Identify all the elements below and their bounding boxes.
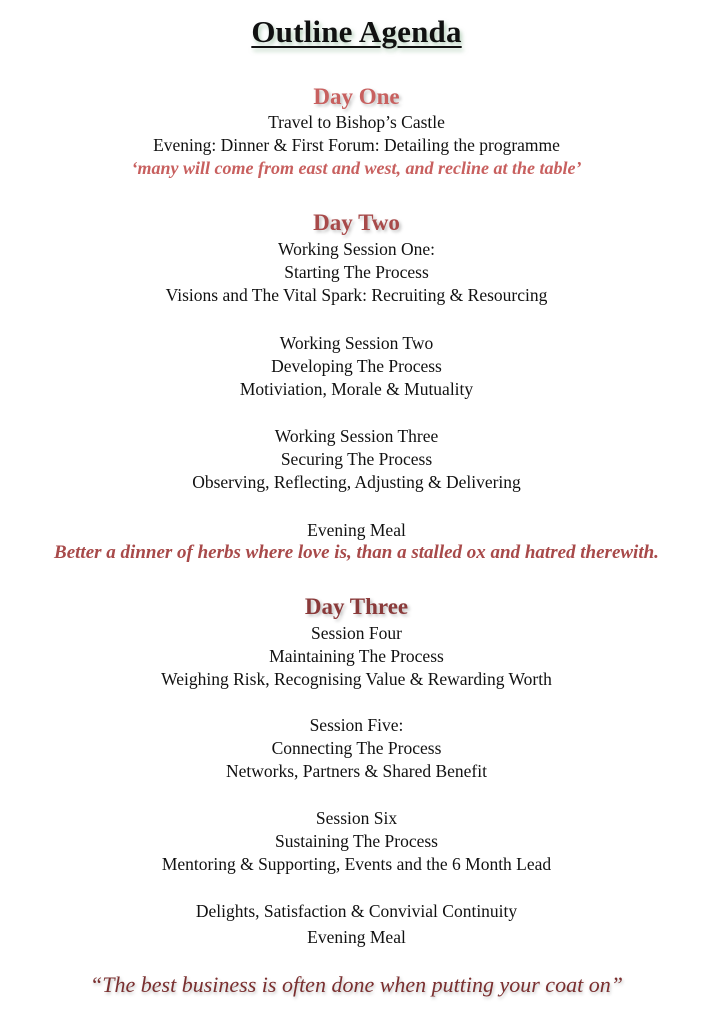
session-title: Session Five: [309,715,404,735]
session-description: Mentoring & Supporting, Events and the 6 Month Lead [161,854,552,874]
day-three-closing-2: Evening Meal [307,927,406,947]
day-three-heading: Day Three [304,594,409,619]
session-description: Networks, Partners & Shared Benefit [226,761,487,781]
session-subtitle: Securing The Process [280,449,433,469]
session-title: Session Four [311,623,402,643]
day-one-heading: Day One [313,84,400,109]
session-title: Working Session Two [279,333,434,353]
session-description: Motiviation, Morale & Mutuality [239,379,474,399]
session-description: Weighing Risk, Recognising Value & Rewarding Worth [161,669,552,689]
session-subtitle: Connecting The Process [271,738,442,758]
session-title: Working Session One: [277,239,436,259]
final-quote: “The best business is often done when putting your coat on” [90,972,623,997]
session-description: Visions and The Vital Spark: Recruiting & Resourcing [165,285,548,305]
day-two-quote: Better a dinner of herbs where love is, than a stalled ox and hatred therewith. [54,542,659,563]
day-one-line-1: Travel to Bishop’s Castle [268,112,445,132]
session-subtitle: Maintaining The Process [269,646,444,666]
session-title: Working Session Three [274,426,439,446]
day-one-line-2: Evening: Dinner & First Forum: Detailing the programme [153,135,560,155]
session-subtitle: Sustaining The Process [274,831,438,851]
day-one-quote: ‘many will come from east and west, and recline at the table’ [131,158,582,178]
day-two-heading: Day Two [313,210,400,235]
day-three-closing-1: Delights, Satisfaction & Convivial Continuity [195,901,518,921]
page-title: Outline Agenda [251,14,462,49]
session-title: Session Six [315,808,398,828]
session-description: Observing, Reflecting, Adjusting & Delivering [192,472,521,492]
session-subtitle: Developing The Process [271,356,442,376]
session-subtitle: Starting The Process [284,262,429,282]
day-two-evening: Evening Meal [307,520,406,540]
